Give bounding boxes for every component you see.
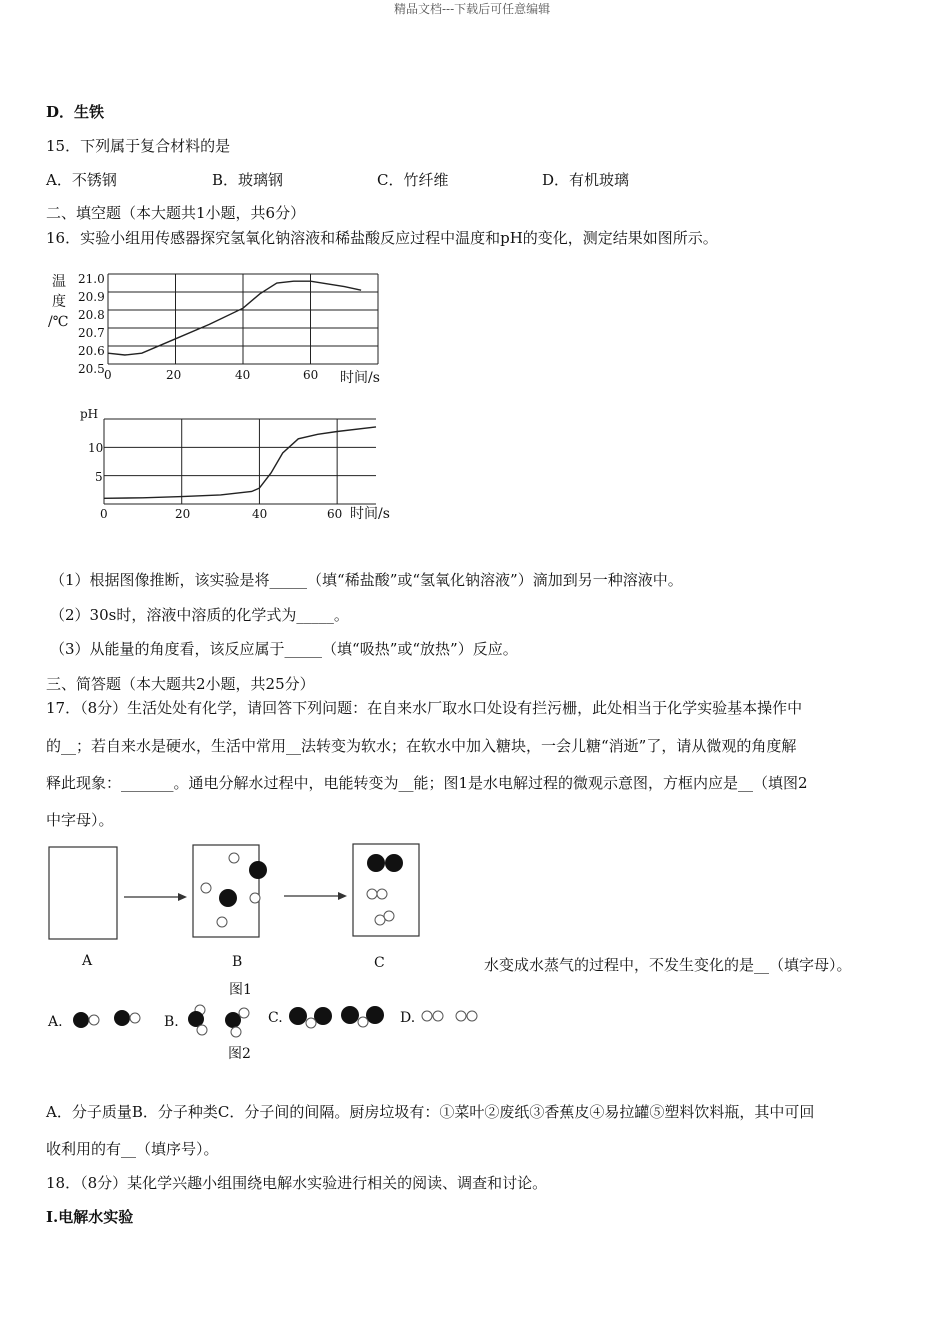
ph-xtick-0: 0 xyxy=(100,507,108,521)
fig2-label-d: D. xyxy=(400,1010,416,1026)
q17-line-4: 中字母）。 xyxy=(46,811,114,829)
fig1-box-c xyxy=(353,844,419,936)
q17-line-1: 17．（8分）生活处处有化学，请回答下列问题：在自来水厂取水口处设有拦污栅，此处相当于化学实验基本操作中 xyxy=(46,699,803,717)
fig2-option-c-molecules xyxy=(289,1006,384,1028)
temp-ylabel-3: /℃ xyxy=(48,314,69,330)
fig1-c-atoms xyxy=(367,854,403,925)
temp-ylabel-1: 温 xyxy=(52,274,66,290)
temp-ylabel-2: 度 xyxy=(52,294,66,310)
fig1-b-atoms xyxy=(201,853,267,927)
section-3-title: 三、简答题（本大题共2小题，共25分） xyxy=(46,675,315,693)
q17-line-3: 释此现象：_______。通电分解水过程中，电能转变为__能；图1是水电解过程的微观示意图，方框内应是__（填图2 xyxy=(46,774,808,792)
q18-sub: I.电解水实验 xyxy=(46,1208,134,1226)
temp-xtick-3: 60 xyxy=(303,368,319,382)
fig2-label-a: A. xyxy=(48,1014,63,1030)
temp-ytick-0: 20.5 xyxy=(78,362,105,376)
q16-stem: 16．实验小组用传感器探究氢氧化钠溶液和稀盐酸反应过程中温度和pH的变化，测定结果如图所示。 xyxy=(46,229,718,247)
temperature-chart xyxy=(40,262,400,392)
q15-stem: 15．下列属于复合材料的是 xyxy=(46,137,231,155)
fig1-label-b: B xyxy=(232,954,243,970)
q17-side-text: 水变成水蒸气的过程中，不发生变化的是__（填字母）。 xyxy=(484,956,852,974)
q15-option-b: B．玻璃钢 xyxy=(212,171,284,189)
temp-ytick-3: 20.8 xyxy=(78,308,105,322)
ph-xtick-2: 40 xyxy=(252,507,268,521)
ph-ytick-10: 10 xyxy=(88,441,104,455)
q17-line-2: 的__；若自来水是硬水，生活中常用__法转变为软水；在软水中加入糖块，一会儿糖“消逝”了，请从微观的角度解 xyxy=(46,737,797,755)
ph-chart xyxy=(40,400,410,530)
fig2-label-b: B. xyxy=(164,1014,179,1030)
q15-option-d: D．有机玻璃 xyxy=(542,171,630,189)
temp-xtick-1: 20 xyxy=(166,368,182,382)
fig2-caption: 图2 xyxy=(228,1046,251,1062)
temp-ytick-1: 20.6 xyxy=(78,344,105,358)
fig1-arrow-2 xyxy=(284,892,347,900)
ph-xtick-1: 20 xyxy=(175,507,191,521)
temp-ytick-4: 20.9 xyxy=(78,290,105,304)
fig1-label-c: C xyxy=(374,955,385,971)
q16-sub3: （3）从能量的角度看，该反应属于_____（填“吸热”或“放热”）反应。 xyxy=(50,640,518,658)
q15-option-a: A．不锈钢 xyxy=(46,171,117,189)
ph-xtick-3: 60 xyxy=(327,507,343,521)
ph-ytick-5: 5 xyxy=(95,470,103,484)
q17-line-5: A．分子质量B．分子种类C．分子间的间隔。厨房垃圾有：①菜叶②废纸③香蕉皮④易拉罐⑤塑料饮料瓶，其中可回 xyxy=(46,1103,815,1121)
figure-2 xyxy=(44,1000,494,1068)
q18-stem: 18．（8分）某化学兴趣小组围绕电解水实验进行相关的阅读、调查和讨论。 xyxy=(46,1174,548,1192)
temp-ytick-5: 21.0 xyxy=(78,272,105,286)
fig2-option-b-molecules xyxy=(188,1005,249,1037)
ph-xlabel: 时间/s xyxy=(350,506,390,522)
temp-xtick-2: 40 xyxy=(235,368,251,382)
temp-ytick-2: 20.7 xyxy=(78,326,105,340)
temp-xlabel: 时间/s xyxy=(340,370,380,386)
fig2-label-c: C. xyxy=(268,1010,283,1026)
q17-line-6: 收利用的有__（填序号）。 xyxy=(46,1140,219,1158)
ph-series-line xyxy=(104,427,376,498)
ph-ylabel: pH xyxy=(80,407,99,421)
q16-sub1: （1）根据图像推断，该实验是将_____（填“稀盐酸”或“氢氧化钠溶液”）滴加到另一种溶液中。 xyxy=(50,571,683,589)
q16-sub2: （2）30s时，溶液中溶质的化学式为_____。 xyxy=(50,606,349,624)
page-header: 精品文档---下载后可任意编辑 xyxy=(394,2,551,16)
section-2-title: 二、填空题（本大题共1小题，共6分） xyxy=(46,204,306,222)
fig1-box-a xyxy=(49,847,117,939)
q15-option-c: C．竹纤维 xyxy=(377,171,449,189)
q14-option-d: D．生铁 xyxy=(46,103,105,121)
fig2-option-a-molecules xyxy=(73,1010,140,1028)
fig1-label-a: A xyxy=(82,953,93,969)
fig2-option-d-molecules xyxy=(422,1011,477,1021)
figure-1 xyxy=(44,840,434,1005)
temp-xtick-0: 0 xyxy=(104,368,112,382)
fig1-arrow-1 xyxy=(124,893,187,901)
fig1-caption: 图1 xyxy=(229,982,252,998)
